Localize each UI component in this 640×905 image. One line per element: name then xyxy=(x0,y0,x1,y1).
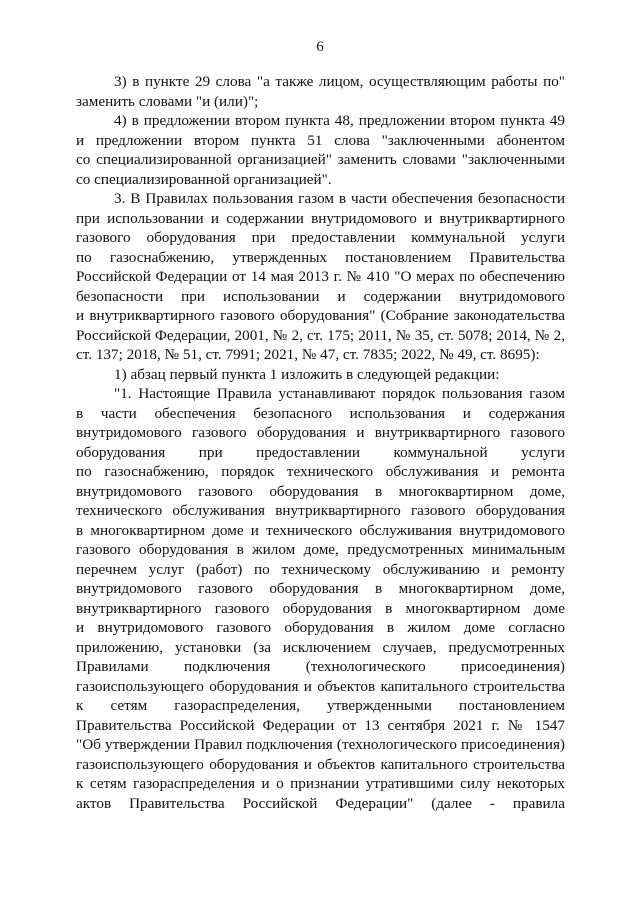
text-line: и предложении втором пункта 51 слова "заключенными абонентом xyxy=(76,131,565,149)
text-line: внутридомового газового оборудования в многоквартирном доме, xyxy=(76,482,565,500)
text-line: к сетям газораспределения и о признании утратившими силу некоторых xyxy=(76,775,565,792)
text-line: внутридомового газового оборудования и внутриквартирного газового xyxy=(76,424,565,441)
text-line: Российской Федерации от 14 мая 2013 г. № 410 "О мерах по обеспечению xyxy=(76,268,565,285)
text-line: со специализированной организацией" заменить словами "заключенными xyxy=(76,151,565,168)
text-line: приложению, установки (за исключением случаев, предусмотренных xyxy=(76,638,565,656)
text-line: "Об утверждении Правил подключения (технологического присоединения) xyxy=(76,736,565,753)
text-line: 1) абзац первый пункта 1 изложить в следующей редакции: xyxy=(114,365,500,383)
text-line: внутридомового газового оборудования в многоквартирном доме, xyxy=(76,580,565,597)
text-line: в части обеспечения безопасного использования и содержания xyxy=(76,404,565,422)
text-line: Правительства Российской Федерации от 13 сентября 2021 г. № 1547 xyxy=(76,716,565,734)
text-line: и внутриквартирного газового оборудования" (Собрание законодательства xyxy=(76,307,565,324)
text-line: заменить словами "и (или)"; xyxy=(76,92,259,110)
text-line: со специализированной организацией". xyxy=(76,170,332,188)
text-line: по газоснабжению, порядок технического обслуживания и ремонта xyxy=(76,463,565,480)
text-line: безопасности при использовании и содержании внутридомового xyxy=(76,287,565,305)
text-line: газоиспользующего оборудования и объектов капитального строительства xyxy=(76,755,565,773)
text-line: 4) в предложении втором пункта 48, предложении втором пункта 49 xyxy=(114,112,565,129)
page-number: 6 xyxy=(316,39,324,55)
text-line: 3) в пункте 29 слова "а также лицом, осуществляющим работы по" xyxy=(114,73,565,90)
text-line: внутриквартирного газового оборудования в многоквартирном доме xyxy=(76,599,565,617)
text-line: 3. В Правилах пользования газом в части обеспечения безопасности xyxy=(114,190,565,207)
text-line: актов Правительства Российской Федерации" (далее - правила xyxy=(76,794,565,812)
text-line: и внутридомового газового оборудования в жилом доме согласно xyxy=(76,619,565,636)
text-line: газового оборудования в жилом доме, предусмотренных минимальным xyxy=(76,541,565,558)
text-line: в многоквартирном доме и технического обслуживания внутридомового xyxy=(76,521,565,539)
text-line: оборудования при предоставлении коммунальной услуги xyxy=(76,443,565,461)
text-line: ст. 137; 2018, № 51, ст. 7991; 2021, № 47, ст. 7835; 2022, № 49, ст. 8695): xyxy=(76,346,540,363)
text-line: к сетям газораспределения, утвержденными постановлением xyxy=(76,697,565,714)
text-line: Правилами подключения (технологического присоединения) xyxy=(76,658,565,675)
text-line: Российской Федерации, 2001, № 2, ст. 175; 2011, № 35, ст. 5078; 2014, № 2, xyxy=(76,326,565,344)
text-line: газоиспользующего оборудования и объектов капитального строительства xyxy=(76,677,565,695)
text-line: "1. Настоящие Правила устанавливают порядок пользования газом xyxy=(114,385,565,402)
text-line: перечнем услуг (работ) по техническому обслуживанию и ремонту xyxy=(76,560,565,578)
document-body xyxy=(76,72,565,813)
text-line: технического обслуживания внутриквартирного газового оборудования xyxy=(76,502,565,519)
text-line: газового оборудования при предоставлении коммунальной услуги xyxy=(76,229,565,246)
text-line: по газоснабжению, утвержденных постановлением Правительства xyxy=(76,248,565,266)
text-line: при использовании и содержании внутридомового и внутриквартирного xyxy=(76,209,565,227)
